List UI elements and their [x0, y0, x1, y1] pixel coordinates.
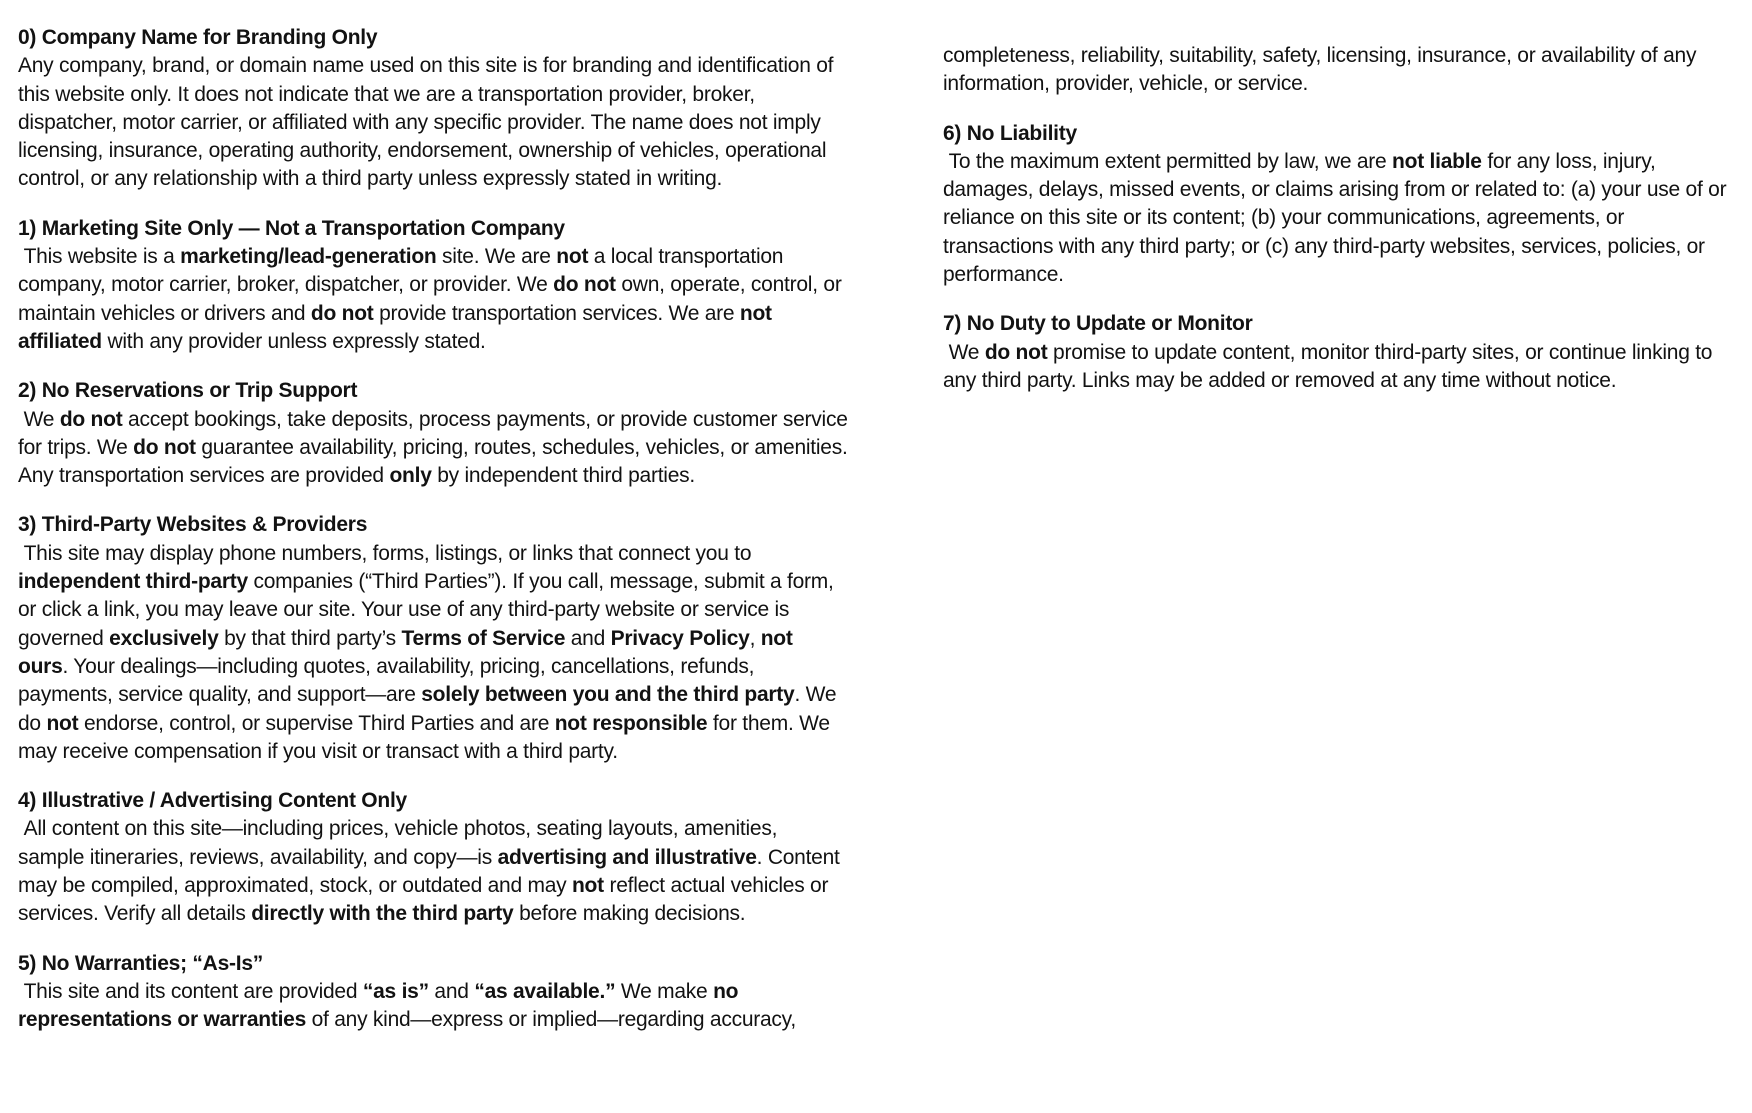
text-run: exclusively — [109, 626, 219, 650]
text-run: by that third party’s — [218, 626, 402, 650]
text-run: for any loss, injury, damages, delays, missed events, or claims arising from or related to: (a) your use of or reliance on this site or its content; (b) your communications, agreements, or transactions with any third party; or (c) any third-party websites, services, policies, or performance. — [943, 149, 1732, 287]
section-6 — [943, 120, 1733, 290]
text-run: independent third-party — [18, 570, 248, 594]
section-5-continued — [943, 42, 1733, 99]
text-run: guarantee availability, pricing, routes, schedules, vehicles, or amenities. Any transportation services are provided — [18, 435, 853, 488]
section-heading: 7) No Duty to Update or Monitor — [943, 312, 1253, 336]
text-run: endorse, control, or supervise Third Parties and are — [78, 711, 555, 735]
text-run: and — [565, 626, 611, 650]
section-0 — [18, 24, 848, 194]
text-run: do not — [553, 273, 616, 297]
text-run: advertising and illustrative — [497, 845, 757, 869]
text-run: no representations or warranties — [18, 979, 744, 1032]
section-1 — [18, 215, 848, 356]
section-heading: 6) No Liability — [943, 121, 1077, 145]
text-run: marketing/lead-generation — [180, 245, 437, 269]
text-run: provide transportation services. We are — [373, 301, 740, 325]
text-run: . Content may be compiled, approximated, stock, or outdated and may — [18, 845, 846, 898]
text-run: . We do — [18, 683, 842, 735]
section-5 — [18, 950, 848, 1035]
text-run: not — [571, 874, 604, 898]
text-run: site. We are — [436, 245, 557, 269]
section-heading: 0) Company Name for Branding Only — [18, 26, 378, 49]
text-run: This website is a — [18, 245, 181, 269]
text-run: We — [18, 407, 60, 431]
text-run: do not — [133, 435, 196, 459]
text-run: by independent third parties. — [431, 464, 695, 488]
text-run: , — [749, 626, 761, 650]
text-run: directly with the third party — [251, 902, 514, 926]
text-run: companies (“Third Parties”). If you call, message, submit a form, or click a link, you may leave our site. Your use of any third-party website or service is governed — [18, 570, 840, 650]
text-run: and — [428, 979, 475, 1003]
left-column — [18, 24, 854, 1113]
text-run: solely between you and the third party — [421, 683, 795, 707]
section-heading: 5) No Warranties; “As-Is” — [18, 951, 264, 975]
text-run: for them. We may receive compensation if you visit or transact with a third party. — [18, 711, 836, 763]
text-run: accept bookings, take deposits, process payments, or provide customer service for trips. We — [18, 407, 854, 459]
text-run: do not — [310, 301, 374, 325]
text-run: This site and its content are provided — [18, 979, 363, 1003]
text-run: not — [556, 245, 589, 269]
text-run: Any company, brand, or domain name used on this site is for branding and identification of this website only. It does not indicate that we are a transportation provider, broker, dispatcher, motor carrier, or affiliated with any specific provider. The name does not imply licensing, insurance, operating authority, endorsement, ownership of vehicles, operational control, or any relationship with a third party unless expressly stated in writing. — [18, 54, 839, 191]
text-run: not — [46, 711, 79, 735]
text-run: do not — [59, 407, 123, 431]
text-run: not responsible — [554, 711, 708, 735]
text-run: reflect actual vehicles or services. Verify all details — [18, 874, 834, 926]
text-run: “as available.” — [474, 979, 616, 1003]
text-run: not ours — [18, 626, 799, 678]
text-run: promise to update content, monitor third-party sites, or continue linking to any third party. Links may be added or removed at any time without notice. — [943, 340, 1718, 392]
text-run: We — [943, 340, 985, 364]
section-heading: 2) No Reservations or Trip Support — [18, 379, 358, 403]
section-heading: 4) Illustrative / Advertising Content Only — [18, 789, 407, 813]
text-run: with any provider unless expressly stated. — [101, 329, 486, 353]
text-run: completeness, reliability, suitability, safety, licensing, insurance, or availability of any information, provider, vehicle, or service. — [943, 44, 1702, 96]
text-run: not liable — [1392, 149, 1482, 173]
text-run: do not — [984, 340, 1048, 364]
text-run: own, operate, control, or maintain vehicles or drivers and — [18, 273, 848, 325]
text-run: only — [389, 464, 432, 488]
section-3 — [18, 511, 848, 766]
section-heading: 3) Third-Party Websites & Providers — [18, 513, 368, 537]
text-run: . Your dealings—including quotes, availability, pricing, cancellations, refunds, payments, service quality, and support—are — [18, 654, 760, 707]
text-run: All content on this site—including prices, vehicle photos, seating layouts, amenities, sample itineraries, reviews, availability, and copy—is — [18, 817, 783, 869]
text-run: We make — [615, 979, 714, 1003]
right-column — [943, 24, 1733, 1113]
text-run: To the maximum extent permitted by law, we are — [943, 149, 1393, 173]
section-2 — [18, 377, 854, 490]
section-4 — [18, 787, 848, 928]
text-run: not affiliated — [18, 301, 778, 353]
text-run: a local transportation company, motor carrier, broker, dispatcher, or provider. We — [18, 245, 789, 297]
text-run: before making decisions. — [513, 902, 746, 926]
text-run: Privacy Policy — [610, 626, 750, 650]
text-run: This site may display phone numbers, forms, listings, or links that connect you to — [18, 541, 757, 565]
section-7 — [943, 310, 1733, 395]
text-run: Terms of Service — [401, 626, 566, 650]
text-run: “as is” — [362, 979, 429, 1003]
text-run: of any kind—express or implied—regarding accuracy, — [306, 1008, 796, 1032]
section-heading: 1) Marketing Site Only — Not a Transportation Company — [18, 216, 565, 240]
